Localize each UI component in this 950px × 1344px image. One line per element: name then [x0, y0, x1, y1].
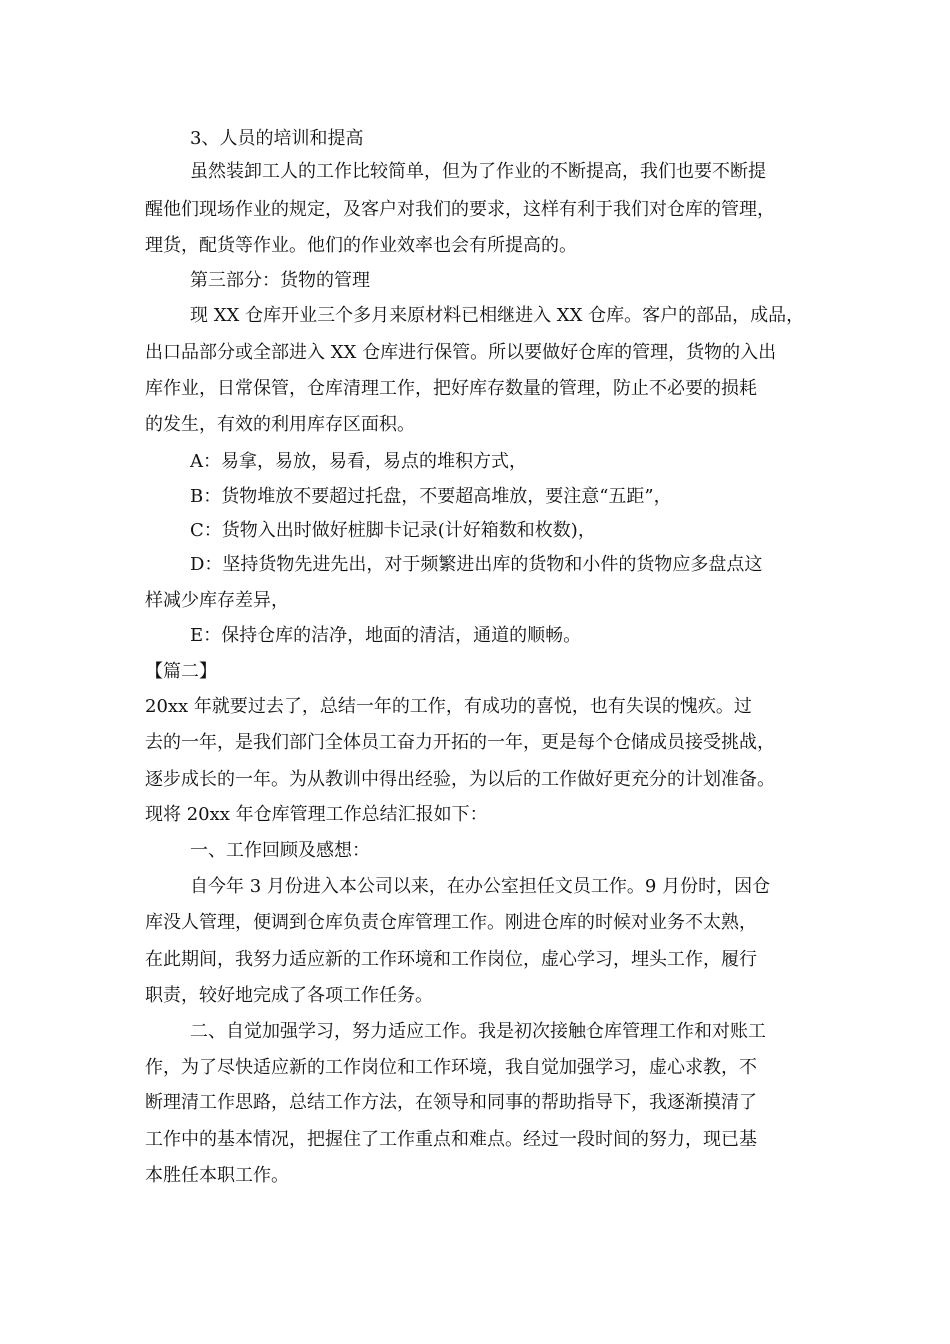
paragraph-line: 本胜任本职工作。 — [145, 1165, 289, 1186]
section-heading-learning: 二、自觉加强学习，努力适应工作。我是初次接触仓库管理工作和对账工 — [190, 1021, 766, 1042]
list-item-a: A：易拿，易放，易看，易点的堆积方式， — [190, 451, 527, 472]
paragraph-line: 职责，较好地完成了各项工作任务。 — [145, 985, 433, 1006]
paragraph-line: 自今年 3 月份进入本公司以来，在办公室担任文员工作。9 月份时，因仓 — [190, 876, 771, 897]
paragraph-line: 出口品部分或全部进入 XX 仓库进行保管。所以要做好仓库的管理，货物的入出 — [145, 342, 777, 363]
paragraph-line: 在此期间，我努力适应新的工作环境和工作岗位，虚心学习，埋头工作，履行 — [145, 949, 757, 970]
paragraph-line: 库没人管理，便调到仓库负责仓库管理工作。刚进仓库的时候对业务不太熟， — [145, 912, 757, 933]
paragraph-line: 理货，配货等作业。他们的作业效率也会有所提高的。 — [145, 235, 577, 256]
section-heading-part-three: 第三部分：货物的管理 — [190, 270, 370, 291]
paragraph-line: 逐步成长的一年。为从教训中得出经验，为以后的工作做好更充分的计划准备。 — [145, 769, 775, 790]
paragraph-line: 去的一年，是我们部门全体员工奋力开拓的一年，更是每个仓储成员接受挑战， — [145, 732, 775, 753]
list-item-e: E：保持仓库的洁净，地面的清洁，通道的顺畅。 — [190, 625, 582, 646]
list-item-d-continued: 样减少库存差异， — [145, 590, 289, 611]
paragraph-line: 醒他们现场作业的规定，及客户对我们的要求，这样有利于我们对仓库的管理， — [145, 199, 775, 220]
paragraph-line: 作，为了尽快适应新的工作岗位和工作环境，我自觉加强学习，虚心求教，不 — [145, 1057, 757, 1078]
list-item-c: C：货物入出时做好桩脚卡记录(计好箱数和枚数)， — [190, 520, 596, 541]
paragraph-line: 虽然装卸工人的工作比较简单，但为了作业的不断提高，我们也要不断提 — [190, 161, 766, 182]
paragraph-line: 现将 20xx 年仓库管理工作总结汇报如下： — [145, 804, 488, 825]
paragraph-line: 20xx 年就要过去了，总结一年的工作，有成功的喜悦，也有失误的愧疚。过 — [145, 696, 752, 717]
paragraph-line: 库作业，日常保管，仓库清理工作，把好库存数量的管理，防止不必要的损耗 — [145, 378, 757, 399]
paragraph-line: 断理清工作思路，总结工作方法，在领导和同事的帮助指导下，我逐渐摸清了 — [145, 1092, 757, 1113]
paragraph-line: 工作中的基本情况，把握住了工作重点和难点。经过一段时间的努力，现已基 — [145, 1129, 757, 1150]
section-heading-training: 3、人员的培训和提高 — [190, 128, 364, 149]
section-heading-review: 一、工作回顾及感想： — [190, 840, 370, 861]
list-item-d: D：坚持货物先进先出，对于频繁进出库的货物和小件的货物应多盘点这 — [190, 554, 763, 575]
section-heading-part-two: 【篇二】 — [145, 661, 217, 682]
paragraph-line: 现 XX 仓库开业三个多月来原材料已相继进入 XX 仓库。客户的部品，成品， — [190, 305, 805, 326]
paragraph-line: 的发生，有效的利用库存区面积。 — [145, 414, 415, 435]
list-item-b: B：货物堆放不要超过托盘，不要超高堆放，要注意“五距”， — [190, 486, 672, 507]
